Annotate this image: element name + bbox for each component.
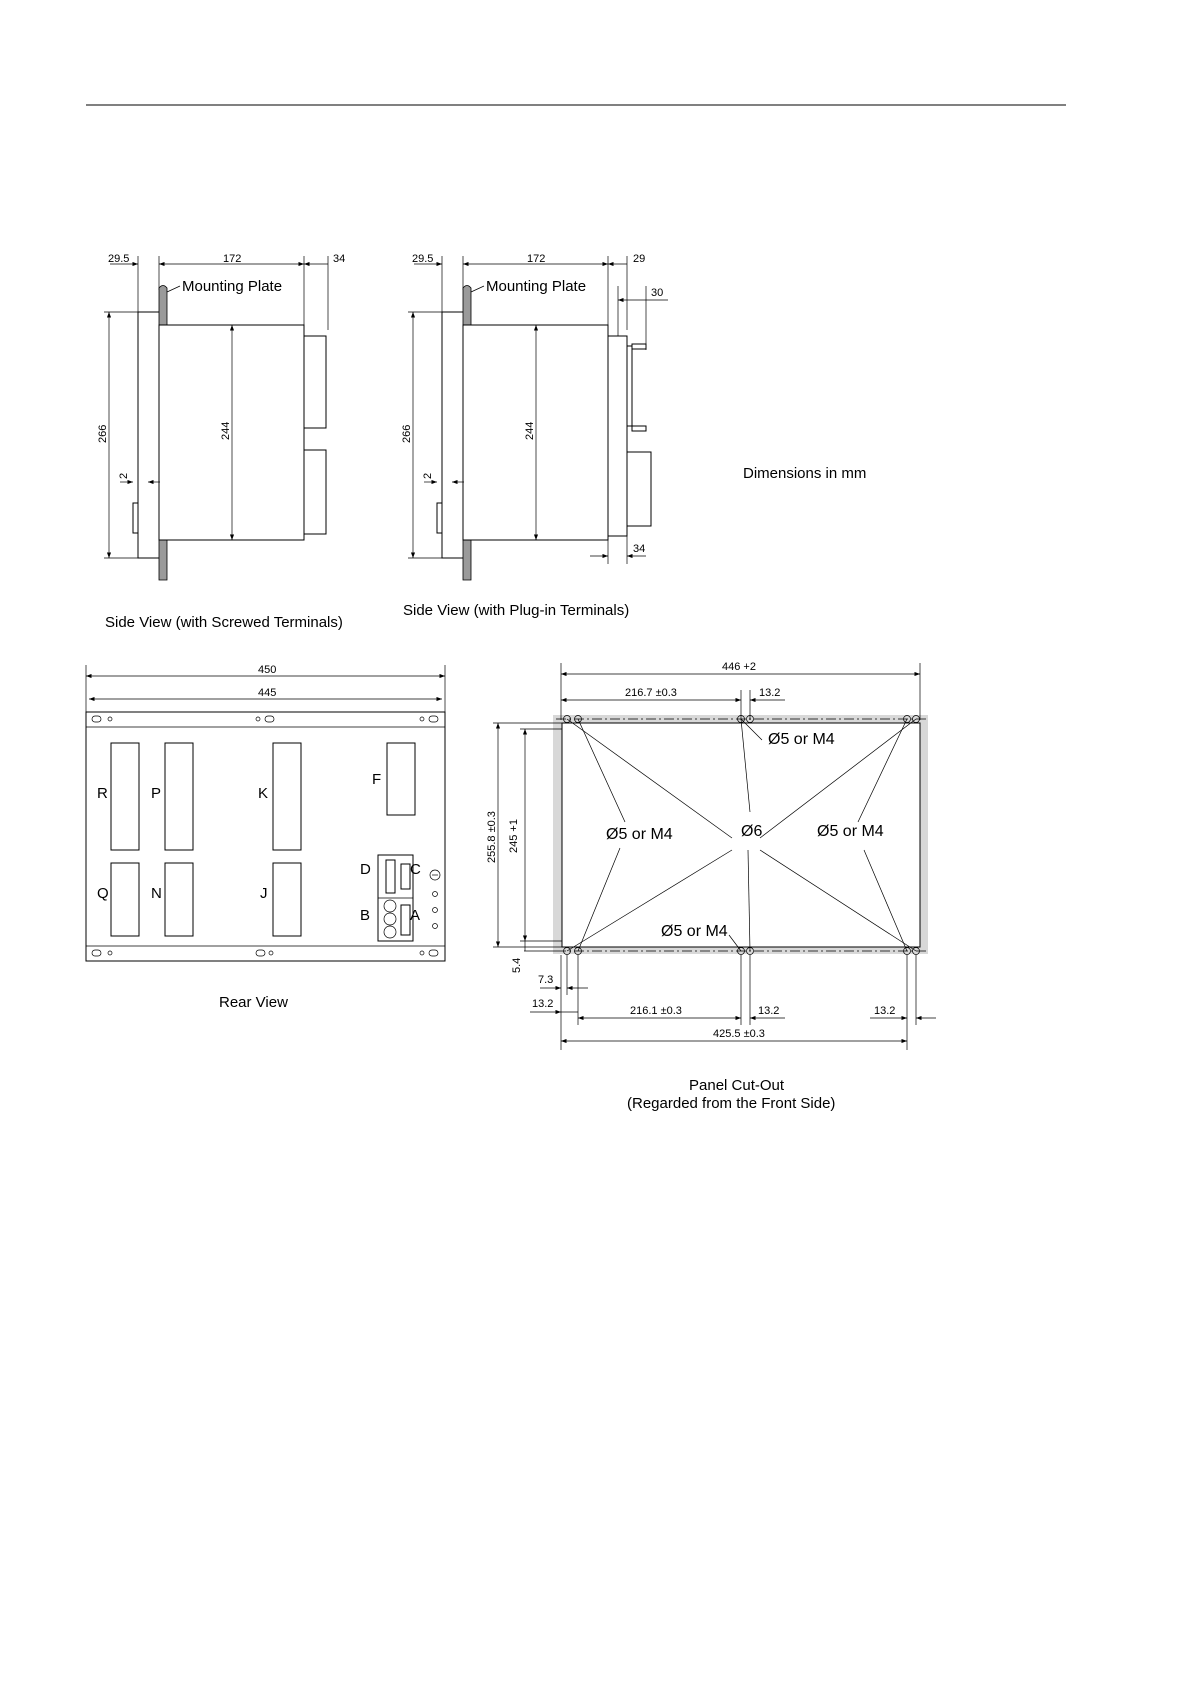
dim-right-edge-label: 13.2 — [874, 1005, 896, 1017]
slot-label-c: C — [410, 861, 421, 878]
dim-bottom-gap-label: 13.2 — [758, 1005, 780, 1017]
caption-plugin: Side View (with Plug-in Terminals) — [403, 602, 630, 619]
slot-label-b: B — [360, 907, 371, 924]
slot-label-r: R — [97, 785, 108, 802]
panel-cutout — [486, 661, 936, 1112]
side-view-plugin — [401, 253, 668, 619]
dim-depth-label-2: 172 — [527, 253, 546, 265]
dim-height-inner-label: 245 +1 — [508, 819, 520, 853]
dim-outer-width-label: 450 — [258, 664, 277, 676]
dimensions-note: Dimensions in mm — [743, 465, 867, 482]
slot-label-d: D — [360, 861, 371, 878]
dim-case-height-label: 244 — [220, 421, 232, 440]
dim-bottom-half-label: 216.1 ±0.3 — [630, 1005, 682, 1017]
dim-connector-label: 30 — [651, 287, 664, 299]
slot-label-f: F — [372, 771, 382, 788]
caption-screwed: Side View (with Screwed Terminals) — [105, 614, 343, 631]
dim-case-height-label-2: 244 — [524, 421, 536, 440]
dim-bottom-total-label: 425.5 ±0.3 — [713, 1028, 765, 1040]
dim-small-label-2: 2 — [422, 472, 434, 479]
hole-top-right-label: Ø5 or M4 — [768, 731, 835, 748]
slot-label-a: A — [410, 907, 421, 924]
dim-top-gap-label: 13.2 — [759, 687, 781, 699]
dim-overall-height-label: 266 — [97, 424, 109, 443]
dim-inner-width-label: 445 — [258, 687, 277, 699]
dim-bottom-label: 34 — [633, 543, 646, 555]
hole-center-label: Ø6 — [741, 823, 763, 840]
dim-depth-label: 172 — [223, 253, 242, 265]
dim-top-width-label: 446 +2 — [722, 661, 756, 673]
dim-height-outer-label: 255.8 ±0.3 — [486, 811, 498, 863]
dim-top-half-label: 216.7 ±0.3 — [625, 687, 677, 699]
dim-small-label: 2 — [118, 472, 130, 479]
hole-right-label: Ø5 or M4 — [817, 823, 884, 840]
slot-label-j: J — [260, 885, 268, 902]
rear-view — [86, 664, 445, 1011]
dim-left-small-label: 7.3 — [538, 974, 554, 986]
dim-rear-label: 34 — [333, 253, 346, 265]
caption-rear: Rear View — [219, 994, 288, 1011]
hole-left-label: Ø5 or M4 — [606, 826, 673, 843]
slot-label-k: K — [258, 785, 269, 802]
slot-label-n: N — [151, 885, 162, 902]
dim-front-label: 29.5 — [108, 253, 130, 265]
slot-label-q: Q — [97, 885, 109, 902]
caption-cutout-line1: Panel Cut-Out — [689, 1077, 785, 1094]
mounting-plate-label: Mounting Plate — [182, 278, 283, 295]
slot-label-p: P — [151, 785, 162, 802]
caption-cutout-line2: (Regarded from the Front Side) — [627, 1095, 836, 1112]
mounting-plate-label-2: Mounting Plate — [486, 278, 587, 295]
dim-rear-label-2: 29 — [633, 253, 646, 265]
hole-bottom-label: Ø5 or M4 — [661, 923, 728, 940]
side-view-screwed — [97, 253, 345, 631]
dim-front-label-2: 29.5 — [412, 253, 434, 265]
dim-left-edge-label: 13.2 — [532, 998, 554, 1010]
dim-overall-height-label-2: 266 — [401, 424, 413, 443]
dim-bottom-offset-label: 5.4 — [511, 957, 523, 973]
